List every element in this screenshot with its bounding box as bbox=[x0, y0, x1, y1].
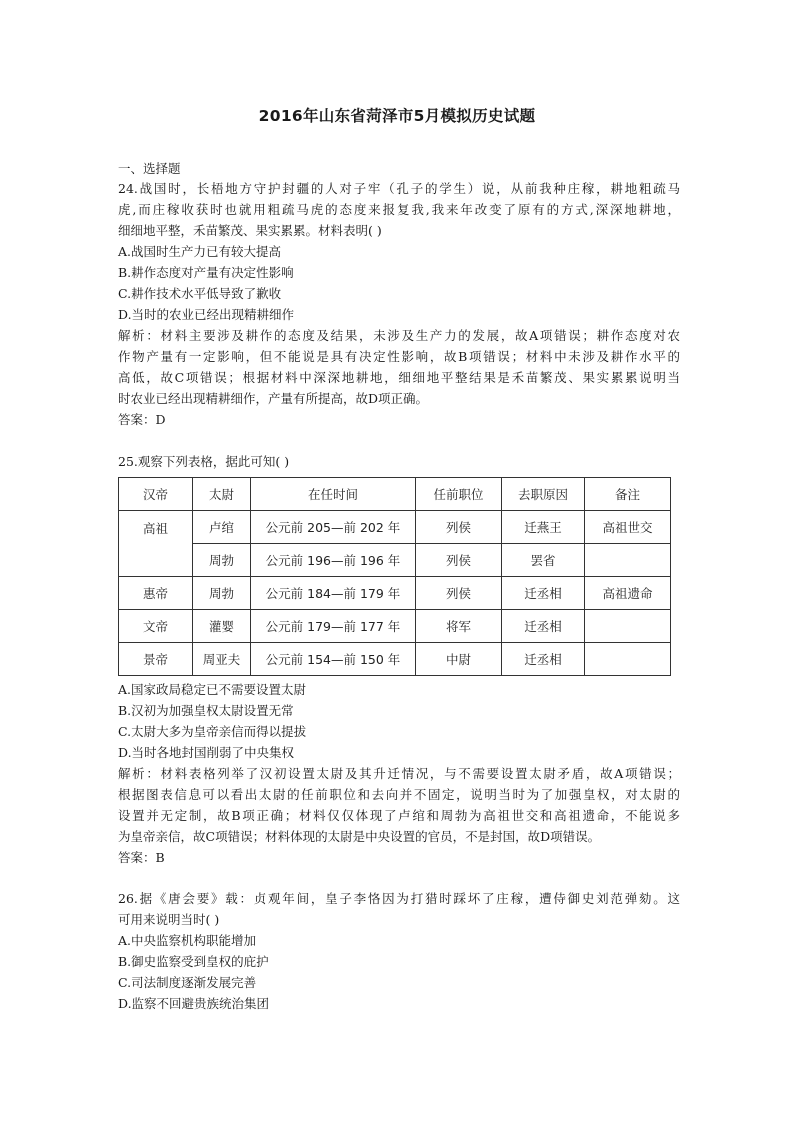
q24-option-c: C.耕作技术水平低导致了歉收 bbox=[118, 286, 282, 301]
q25-analysis-line-3: 设置并无定制，故B项正确；材料仅仅体现了卢绾和周勃为高祖世交和高祖遗命，不能说多 bbox=[118, 808, 680, 823]
section-heading: 一、选择题 bbox=[118, 161, 181, 176]
q26-stem-line-1: 26.据《唐会要》载：贞观年间，皇子李恪因为打猎时踩坏了庄稼，遭侍御史刘范弹劾。这 bbox=[118, 891, 680, 906]
table-header-cell: 太尉 bbox=[193, 478, 251, 511]
q24-answer: 答案：D bbox=[118, 412, 166, 427]
table-cell: 公元前 179—前 177 年 bbox=[251, 610, 416, 643]
table-cell bbox=[585, 643, 671, 676]
table-row bbox=[119, 643, 671, 676]
table-cell: 列侯 bbox=[416, 511, 502, 544]
table-header-cell: 任前职位 bbox=[416, 478, 502, 511]
table-header-cell: 在任时间 bbox=[251, 478, 416, 511]
q24-stem-line-3: 细细地平整，禾苗繁茂、果实累累。材料表明( ) bbox=[118, 223, 382, 238]
table-row bbox=[119, 511, 671, 544]
q24-analysis-line-2: 作物产量有一定影响，但不能说是具有决定性影响，故B项错误；材料中未涉及耕作水平的 bbox=[118, 349, 680, 364]
q24-option-b: B.耕作态度对产量有决定性影响 bbox=[118, 265, 294, 280]
table-cell: 文帝 bbox=[119, 610, 193, 643]
table-cell: 灌婴 bbox=[193, 610, 251, 643]
table-cell: 列侯 bbox=[416, 577, 502, 610]
table-cell: 公元前 154—前 150 年 bbox=[251, 643, 416, 676]
table-cell: 周亚夫 bbox=[193, 643, 251, 676]
q25-analysis-line-2: 根据图表信息可以看出太尉的任前职位和去向并不固定，说明当时为了加强皇权，对太尉的 bbox=[118, 787, 680, 802]
table-cell: 周勃 bbox=[193, 544, 251, 577]
table-cell: 公元前 196—前 196 年 bbox=[251, 544, 416, 577]
table-header-row bbox=[119, 478, 671, 511]
q25-analysis-line-1: 解析：材料表格列举了汉初设置太尉及其升迁情况，与不需要设置太尉矛盾，故A项错误； bbox=[118, 766, 680, 781]
q24-analysis-line-4: 时农业已经出现精耕细作，产量有所提高，故D项正确。 bbox=[118, 391, 429, 406]
q24-analysis-line-1: 解析：材料主要涉及耕作的态度及结果，未涉及生产力的发展，故A项错误；耕作态度对农 bbox=[118, 328, 680, 343]
table-cell: 高祖 bbox=[119, 511, 193, 577]
q24-stem-line-2: 虎,而庄稼收获时也就用粗疏马虎的态度来报复我,我来年改变了原有的方式,深深地耕地， bbox=[118, 202, 680, 217]
table-cell: 高祖世交 bbox=[585, 511, 671, 544]
table-cell: 迁丞相 bbox=[502, 610, 585, 643]
page-title: 2016年山东省菏泽市5月模拟历史试题 bbox=[258, 107, 536, 125]
table-cell bbox=[585, 544, 671, 577]
table-row bbox=[119, 610, 671, 643]
q26-option-d: D.监察不回避贵族统治集团 bbox=[118, 996, 270, 1011]
table-cell: 罢省 bbox=[502, 544, 585, 577]
table-header-cell: 备注 bbox=[585, 478, 671, 511]
q26-option-a: A.中央监察机构职能增加 bbox=[118, 933, 257, 948]
q25-option-d: D.当时各地封国削弱了中央集权 bbox=[118, 745, 295, 760]
table-cell: 迁丞相 bbox=[502, 577, 585, 610]
q24-stem-line-1: 24.战国时，长梧地方守护封疆的人对子牢（孔子的学生）说，从前我种庄稼，耕地粗疏马 bbox=[118, 181, 680, 196]
table-cell bbox=[585, 610, 671, 643]
table-header-cell: 汉帝 bbox=[119, 478, 193, 511]
q25-option-b: B.汉初为加强皇权太尉设置无常 bbox=[118, 703, 294, 718]
table-cell: 列侯 bbox=[416, 544, 502, 577]
q24-option-a: A.战国时生产力已有较大提高 bbox=[118, 244, 282, 259]
table-cell: 高祖遗命 bbox=[585, 577, 671, 610]
q24-analysis-line-3: 高低，故C项错误；根据材料中深深地耕地，细细地平整结果是禾苗繁茂、果实累累说明当 bbox=[118, 370, 680, 385]
table-cell: 公元前 205—前 202 年 bbox=[251, 511, 416, 544]
officials-table bbox=[118, 477, 671, 676]
q25-stem: 25.观察下列表格，据此可知( ) bbox=[118, 454, 290, 469]
q25-option-a: A.国家政局稳定已不需要设置太尉 bbox=[118, 682, 307, 697]
q26-option-b: B.御史监察受到皇权的庇护 bbox=[118, 954, 269, 969]
q26-option-c: C.司法制度逐渐发展完善 bbox=[118, 975, 257, 990]
table-cell: 迁丞相 bbox=[502, 643, 585, 676]
table-cell: 中尉 bbox=[416, 643, 502, 676]
q25-answer: 答案：B bbox=[118, 850, 165, 865]
q25-option-c: C.太尉大多为皇帝亲信而得以提拔 bbox=[118, 724, 307, 739]
table-cell: 惠帝 bbox=[119, 577, 193, 610]
table-cell: 周勃 bbox=[193, 577, 251, 610]
q25-analysis-line-4: 为皇帝亲信，故C项错误；材料体现的太尉是中央设置的官员，不是封国，故D项错误。 bbox=[118, 829, 601, 844]
table-cell: 卢绾 bbox=[193, 511, 251, 544]
table-cell: 迁燕王 bbox=[502, 511, 585, 544]
table-row bbox=[119, 544, 671, 577]
table-header-cell: 去职原因 bbox=[502, 478, 585, 511]
table-cell: 公元前 184—前 179 年 bbox=[251, 577, 416, 610]
table-cell: 将军 bbox=[416, 610, 502, 643]
table-row bbox=[119, 577, 671, 610]
q24-option-d: D.当时的农业已经出现精耕细作 bbox=[118, 307, 295, 322]
q26-stem-line-2: 可用来说明当时( ) bbox=[118, 912, 220, 927]
table-cell: 景帝 bbox=[119, 643, 193, 676]
